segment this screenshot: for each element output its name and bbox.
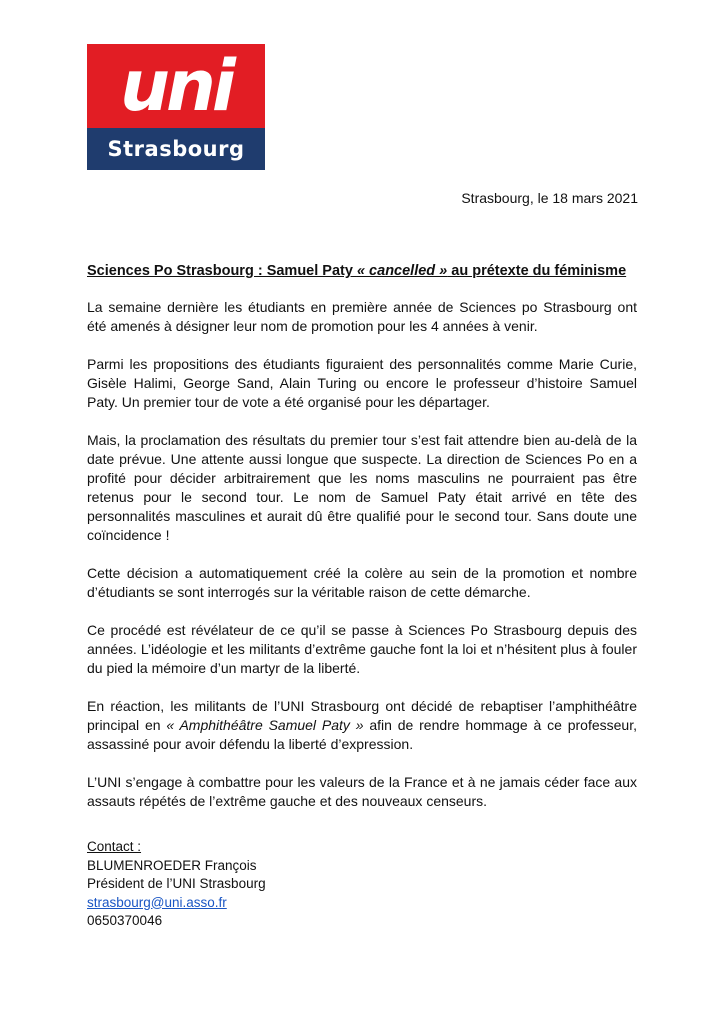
document-body [87,298,637,830]
document-title [87,263,626,279]
uni-strasbourg-logo [87,44,265,170]
reaction-before: En réaction, les militants de l’UNI Strasbourg ont décidé de rebaptiser l’amphithéâtre principal en [87,698,637,733]
paragraph-5: Ce procédé est révélateur de ce qu’il se passe à Sciences Po Strasbourg depuis des années. L’idéologie et les militants d’extrême gauche font la loi et n’hésitent plus à fouler du pied la mémoire d’un martyr de la liberté. [87,622,637,676]
contact-role: Président de l’UNI Strasbourg [87,876,266,891]
title-suffix: au prétexte du féminisme [447,263,627,279]
contact-name: BLUMENROEDER François [87,857,257,873]
paragraph-1: La semaine dernière les étudiants en première année de Sciences po Strasbourg ont été amenés à désigner leur nom de promotion pour les 4 années à venir. [87,299,637,334]
contact-block [87,838,266,931]
logo-red-band [87,44,265,128]
paragraph-4: Cette décision a automatiquement créé la colère au sein de la promotion et nombre d’étudiants se sont interrogés sur la véritable raison de cette démarche. [87,565,637,600]
contact-heading: Contact : [87,839,142,854]
logo-city: Strasbourg [107,137,245,161]
document-date: Strasbourg, le 18 mars 2021 [461,190,638,206]
logo-wordmark: uni [120,45,232,127]
reaction-emphasis: « Amphithéâtre Samuel Paty » [166,717,364,733]
paragraph-3: Mais, la proclamation des résultats du premier tour s’est fait attendre bien au-delà de la date prévue. Une attente aussi longue que suspecte. La direction de Sciences Po en a profité pour décider arbitrairement que les noms masculins ne pourraient pas être retenus pour le second tour. Le nom de Samuel Paty était arrivé en tête des personnalités masculines et aurait dû être qualifié pour le second tour. Sans doute une coïncidence ! [87,432,637,543]
title-emphasis: « cancelled » [356,263,448,279]
paragraph-2: Parmi les propositions des étudiants figuraient des personnalités comme Marie Curie, Gisèle Halimi, George Sand, Alain Turing ou encore le professeur d’histoire Samuel Paty. Un premier tour de vote a été organisé pour les départager. [87,356,637,410]
logo-navy-band [87,128,265,170]
reaction-after: afin de rendre hommage à ce professeur, assassiné pour avoir défendu la liberté d’expression. [87,717,637,752]
paragraph-closing: L’UNI s’engage à combattre pour les valeurs de la France et à ne jamais céder face aux assauts répétés de l’extrême gauche et des nouveaux censeurs. [87,774,637,809]
paragraph-reaction [87,697,637,754]
title-prefix: Sciences Po Strasbourg : Samuel Paty [87,263,357,279]
contact-phone: 0650370046 [87,913,163,928]
contact-email-link[interactable]: strasbourg@uni.asso.fr [87,894,227,910]
